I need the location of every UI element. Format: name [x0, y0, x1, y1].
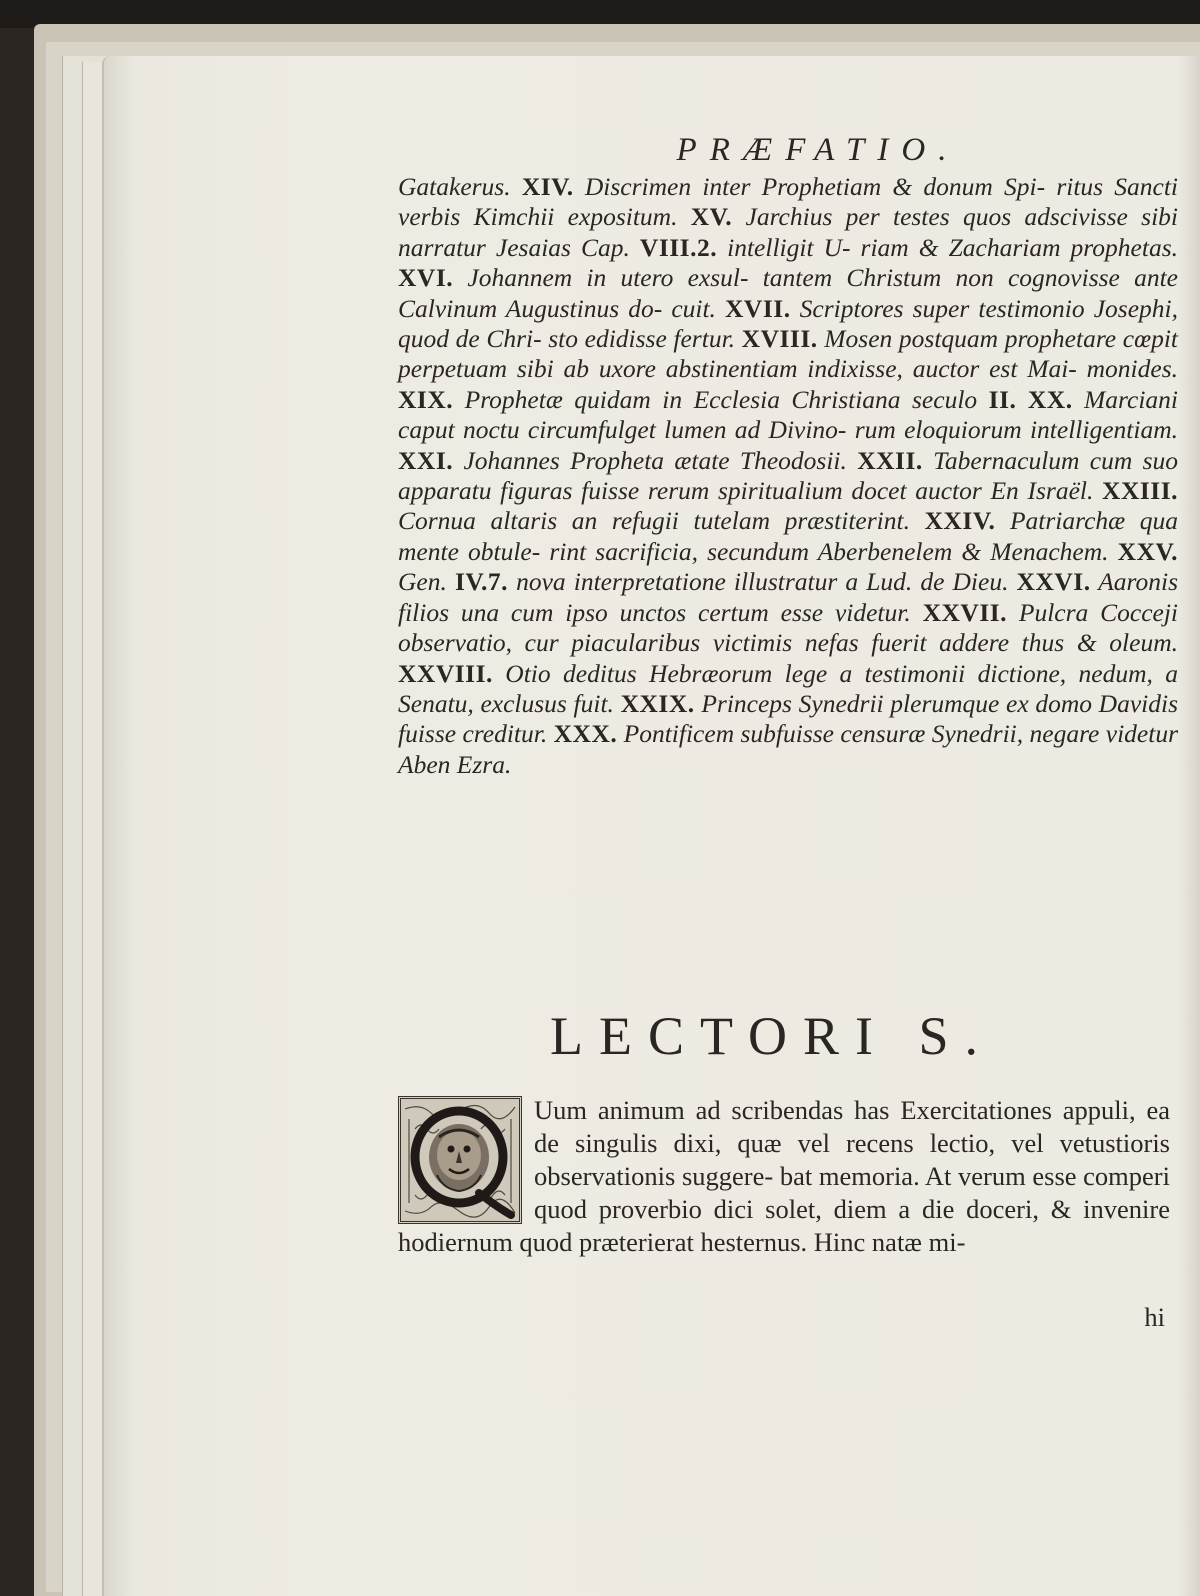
section-numeral: XXII.: [857, 445, 923, 475]
section-numeral: XIV.: [521, 172, 574, 201]
section-numeral: XVII.: [725, 293, 791, 323]
section-numeral: XXIX.: [620, 688, 695, 718]
preface-text-segment: an refugii tutelam præstiterint.: [571, 506, 925, 536]
preface-line: [548, 324, 1178, 353]
preface-text-segment: nova interpretatione illustratur a Lud. de Dieu.: [508, 567, 1017, 597]
section-numeral: XXVI.: [1016, 567, 1091, 597]
preface-text-segment: [1016, 385, 1027, 414]
preface-text: [398, 172, 1178, 780]
section-numeral: XXVII.: [922, 597, 1008, 627]
preface-text-segment: a testimonii dictione, nedum, a Senatu, exclusus fuit.: [398, 658, 1178, 718]
preface-text-segment: addere thus & oleum.: [939, 628, 1178, 658]
section-numeral: VIII.2.: [639, 232, 718, 262]
preface-text-segment: Discrimen inter Prophetiam & donum Spi-: [573, 172, 1046, 201]
lectori-text: [398, 1094, 1170, 1259]
preface-section: [398, 128, 1178, 780]
section-numeral: XVIII.: [741, 324, 818, 354]
preface-line: [398, 172, 1045, 201]
preface-text-segment: intelligit U-: [717, 232, 851, 262]
lectori-line: lectio, vel vetustioris observationis suggere-: [534, 1128, 1170, 1191]
preface-text-segment: riam & Zachariam prophetas.: [860, 232, 1178, 262]
preface-text-segment: sto edidisse fertur.: [548, 324, 742, 354]
preface-text-segment: Pontificem subfuisse censuræ Synedrii, negare videtur: [617, 719, 1178, 749]
preface-text-segment: Cornua altaris: [398, 506, 558, 536]
preface-text-segment: monides.: [1086, 354, 1178, 384]
preface-line: [554, 719, 1178, 748]
page-shadow: [1178, 56, 1200, 1596]
section-numeral: XXX.: [553, 719, 618, 749]
section-numeral: XVI.: [398, 263, 454, 293]
lectori-line: hodiernum quod præterierat hesternus. Hinc natæ mi-: [398, 1227, 966, 1257]
lectori-line: appuli, ea de singulis dixi, quæ vel recens: [534, 1095, 1171, 1158]
preface-line: [398, 750, 511, 779]
preface-text-segment: Aben Ezra.: [398, 749, 512, 779]
preface-text-segment: Jarchius per testes: [732, 202, 950, 232]
preface-text-segment: perpetuam sibi ab uxore abstinentiam indixisse, auctor est Mai-: [398, 354, 1077, 384]
section-numeral: XIX.: [398, 384, 454, 414]
section-numeral: XX.: [1027, 384, 1073, 414]
preface-text-segment: Princeps Synedrii plerumque ex domo Davidis fuisse creditur.: [398, 688, 1179, 749]
preface-text-segment: Aaronis filios una cum ipso unctos certum esse videtur.: [398, 567, 1179, 627]
section-numeral: II.: [988, 384, 1017, 414]
preface-text-segment: Otio deditus Hebræorum lege: [492, 658, 828, 688]
section-numeral: XV.: [690, 202, 733, 232]
preface-text-segment: cuit.: [671, 293, 726, 323]
lectori-line: bat memoria. At verum esse comperi quod: [534, 1161, 1170, 1224]
section-numeral: XXIII.: [1102, 476, 1179, 506]
preface-text-segment: Tabernaculum cum suo apparatu figuras fuisse: [398, 445, 1178, 506]
preface-line: [455, 567, 1091, 596]
section-numeral: XXVIII.: [398, 658, 493, 688]
preface-text-segment: Mosen postquam prophetare cœpit: [817, 324, 1179, 354]
preface-text-segment: ritus Sancti verbis Kimchii expositum.: [398, 172, 1179, 232]
preface-text-segment: rum eloquiorum intelligentiam.: [854, 415, 1178, 445]
preface-text-segment: Theodosii.: [739, 445, 858, 475]
section-numeral: XXV.: [1117, 536, 1178, 566]
lectori-line: proverbio dici solet, diem a die doceri, & invenire: [598, 1194, 1170, 1224]
section-numeral: IV.7.: [454, 567, 509, 597]
preface-text-segment: Gatakerus.: [398, 172, 522, 201]
preface-text-segment: quos adscivisse sibi narratur Jesaias Cap.: [398, 202, 1178, 262]
preface-text-segment: Gen.: [398, 567, 447, 597]
preface-text-segment: Patriarchæ qua mente obtule-: [398, 506, 1179, 566]
section-heading: LECTORI S.: [550, 1006, 995, 1066]
preface-text-segment: Johannes Propheta ætate: [453, 445, 730, 475]
lectori-line: Uum animum ad scribendas has Exercitationes: [534, 1095, 1052, 1125]
section-numeral: XXI.: [398, 445, 454, 475]
preface-text-segment: rerum spiritualium docet auctor En Israël.: [647, 476, 1103, 506]
preface-text-segment: rint sacrificia, secundum Aberbenelem & Menachem.: [549, 536, 1118, 566]
preface-text-segment: Johannem in utero exsul-: [453, 263, 749, 293]
section-numeral: XXIV.: [924, 506, 996, 536]
preface-text-segment: Pulcra Cocceji observatio, cur piacularibus victimis nefas fuerit: [398, 597, 1179, 658]
preface-text-segment: tantem Christum non cognovisse ante Calvinum Augustinus do-: [398, 263, 1179, 323]
preface-text-segment: Marciani caput noctu circumfulget lumen ad Divino-: [398, 384, 1179, 445]
ornamental-q-initial-icon: [398, 1096, 522, 1224]
preface-text-segment: Prophetæ quidam in Ecclesia Christiana seculo: [453, 384, 978, 414]
preface-text-segment: Scriptores super testimonio Josephi, quod de Chri-: [398, 293, 1178, 354]
preface-line: [398, 354, 1077, 383]
running-head: PRÆFATIO.: [676, 132, 960, 168]
catchword: hi: [1144, 1302, 1165, 1332]
